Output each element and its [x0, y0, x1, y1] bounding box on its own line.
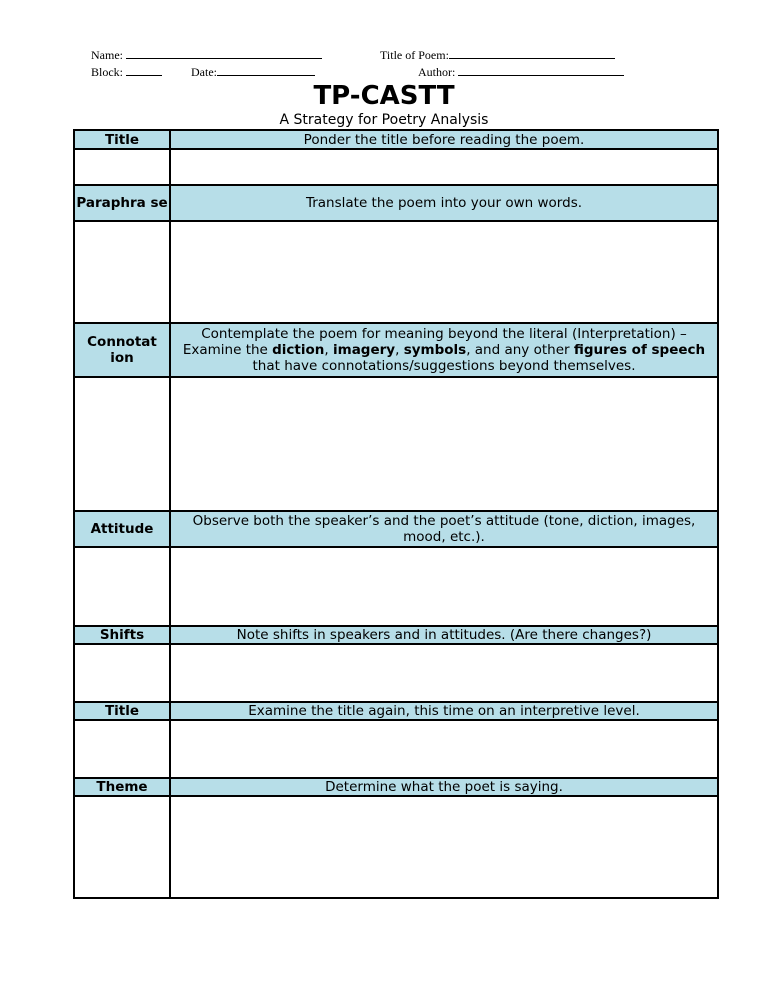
answer-label-cell: [74, 149, 170, 185]
table-row: [74, 702, 718, 720]
title-of-poem-label: Title of Poem:: [380, 48, 449, 62]
row-label: Title: [74, 702, 170, 720]
table-row: [74, 626, 718, 644]
author-label: Author:: [418, 65, 456, 79]
row-instruction: Translate the poem into your own words.: [170, 185, 718, 221]
document-subtitle: A Strategy for Poetry Analysis: [279, 112, 489, 128]
tpcastt-table: [73, 129, 719, 899]
row-label: Connotat ion: [74, 323, 170, 377]
row-instruction: Determine what the poet is saying.: [170, 778, 718, 796]
table-row: [74, 778, 718, 796]
table-row: [74, 323, 718, 377]
instruction-text: , and any other: [466, 342, 574, 358]
instruction-text: ,: [324, 342, 333, 358]
table-row: [74, 511, 718, 547]
instruction-bold: diction: [272, 342, 325, 358]
answer-row: [74, 796, 718, 898]
row-label: Paraphra se: [74, 185, 170, 221]
table-row: [74, 130, 718, 149]
author-line[interactable]: [458, 64, 624, 76]
answer-area[interactable]: [170, 149, 718, 185]
author-field[interactable]: [418, 64, 624, 79]
instruction-text: Contemplate the poem for meaning beyond the literal (Interpretation) – Examine the: [182, 326, 687, 358]
block-field[interactable]: [91, 64, 162, 79]
row-instruction: Ponder the title before reading the poem.: [170, 130, 718, 149]
row-label: Shifts: [74, 626, 170, 644]
answer-label-cell: [74, 644, 170, 702]
block-label: Block:: [91, 65, 123, 79]
block-line[interactable]: [126, 64, 162, 76]
title-of-poem-line[interactable]: [449, 47, 615, 59]
title-of-poem-field[interactable]: [380, 47, 615, 62]
name-line[interactable]: [126, 47, 322, 59]
table-row: [74, 185, 718, 221]
answer-label-cell: [74, 720, 170, 778]
instruction-text: ,: [395, 342, 404, 358]
answer-row: [74, 221, 718, 323]
name-field[interactable]: [91, 47, 322, 62]
instruction-text: that have connotations/suggestions beyond themselves.: [252, 358, 636, 374]
row-label: Title: [74, 130, 170, 149]
document-title: TP-CASTT: [313, 81, 455, 111]
answer-area[interactable]: [170, 221, 718, 323]
answer-label-cell: [74, 547, 170, 626]
answer-label-cell: [74, 221, 170, 323]
date-field[interactable]: [191, 64, 315, 79]
answer-row: [74, 377, 718, 511]
instruction-bold: figures of speech: [573, 342, 706, 358]
answer-row: [74, 547, 718, 626]
row-instruction: Note shifts in speakers and in attitudes. (Are there changes?): [170, 626, 718, 644]
instruction-bold: imagery: [333, 342, 396, 358]
row-label: Theme: [74, 778, 170, 796]
row-instruction: [170, 323, 718, 377]
name-label: Name:: [91, 48, 123, 62]
date-line[interactable]: [217, 64, 315, 76]
instruction-bold: symbols: [403, 342, 467, 358]
answer-area[interactable]: [170, 720, 718, 778]
answer-row: [74, 644, 718, 702]
answer-row: [74, 720, 718, 778]
row-instruction: Observe both the speaker’s and the poet’s attitude (tone, diction, images, mood, etc.).: [170, 511, 718, 547]
row-instruction: Examine the title again, this time on an interpretive level.: [170, 702, 718, 720]
answer-label-cell: [74, 796, 170, 898]
answer-row: [74, 149, 718, 185]
answer-area[interactable]: [170, 644, 718, 702]
date-label: Date:: [191, 65, 217, 79]
answer-label-cell: [74, 377, 170, 511]
answer-area[interactable]: [170, 377, 718, 511]
answer-area[interactable]: [170, 547, 718, 626]
row-label: Attitude: [74, 511, 170, 547]
answer-area[interactable]: [170, 796, 718, 898]
